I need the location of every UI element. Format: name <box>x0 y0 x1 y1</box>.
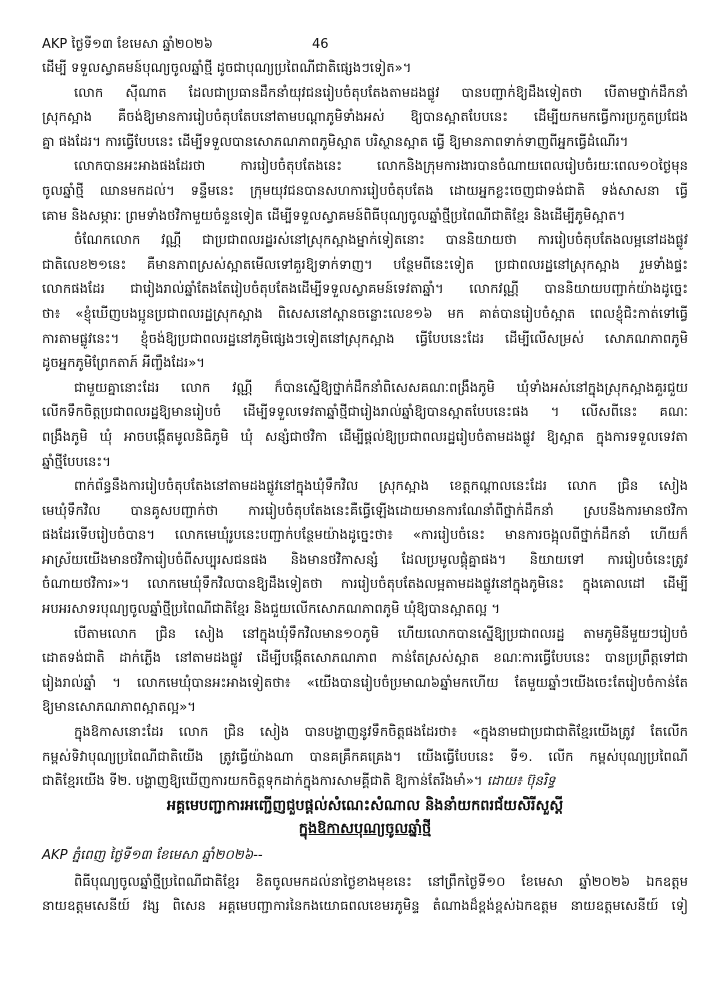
paragraph-line: ដើម្បី ទទួលស្វាគមន៍បុណ្យចូលឆ្នាំថ្មី ដូចជាបុណ្យប្រពៃណីជាតិផ្សេងៗទៀត»។ <box>42 61 412 76</box>
paragraph-line: ពង្រឹងភូមិ ឃុំ អាចបង្កើតមូលនិធិភូមិ ឃុំ សន្សំជាថវិកា ដើម្បីផ្តល់ឱ្យប្រជាពលរដ្ឋរៀបចំតាមដងផ្លូវ ឱ្យស្អាត ក្នុងការទទួលទេវតា <box>42 429 688 445</box>
paragraph <box>42 229 688 377</box>
paragraph-line: ជាតិខ្មែរយើង ទី២. បង្ហាញឱ្យឃើញការយកចិត្តទុកដាក់ក្នុងការសាមគ្គីជាតិ ឱ្យកាន់តែរឹងមាំ»។ ដោយ៖ ប៊ុនរិទ្ធ <box>42 774 556 790</box>
paragraph <box>42 475 688 623</box>
paragraph <box>42 82 688 156</box>
paragraph-line: លោកផងដែរ ជារៀងរាល់ឆ្នាំតែងតែរៀបចំតុបតែងដើម្បីទទួលស្វាគមន៍ទេវតាឆ្នាំ។ លោកវណ្ណី បាននិយាយបញ្ជាក់យ៉ាងដូច្នេះ <box>42 282 688 298</box>
paragraph-line: គ្នា ផងដែរ។ ការធ្វើបែបនេះ ដើម្បីទទួលបានសោភណភាពភូមិស្អាត បរិស្ថានស្អាត ធ្វើ ឱ្យមានភាពទាក់ទាញពីអ្នកធ្វើដំណើរ។ <box>42 134 629 150</box>
paragraph-line: អបអរសាទរបុណ្យចូលឆ្នាំថ្មីប្រពៃណីជាតិខ្មែរ និងជួយលើកសោភណភាពភូមិ ឃុំឱ្យបានស្អាតល្អ ។ <box>42 602 501 618</box>
paragraph-line: ចូលឆ្នាំថ្មី ឈានមកដល់។ ទន្ទឹមនេះ ក្រុមយុវជនបានសហការរៀបចំតុបតែង ដោយអ្នកខ្លះចេញជាទង់ជាតិ ទង់សាសនា ធ្វើ <box>42 183 688 199</box>
paragraph-line: លោក ស៊ីណាត ដែលជាប្រធានដឹកនាំយុវជនរៀបចំតុបតែងតាមដងផ្លូវ បានបញ្ជាក់ឱ្យដឹងទៀតថា បើតាមថ្នាក់ដឹកនាំ <box>74 85 688 101</box>
page-number: 46 <box>312 37 329 52</box>
paragraph-line: ឆ្នាំថ្មីបែបនេះ។ <box>42 454 111 470</box>
paragraph-line: ផងដែរទើបរៀបចំបាន។ លោកមេឃុំរូបនេះបញ្ជាក់បន្ថែមយ៉ាងដូច្នេះថា៖ «ការរៀបចំនេះ មានការចង្អុលពីថ្នាក់ដឹកនាំ ហើយក៏ <box>42 528 688 544</box>
paragraph-line: គោម និងសម្ភារៈ ព្រមទាំងថវិកាមួយចំនួនទៀត ដើម្បីទទួលស្វាគមន៍ពិធីបុណ្យចូលឆ្នាំថ្មីប្រពៃណីជាតិខ្មែរ និងដើម្បីភូមិស្អាត។ <box>42 208 626 224</box>
paragraph-line: មេឃុំទឹកវិល បានគូសបញ្ជាក់ថា ការរៀបចំតុបតែងនេះគឺធ្វើឡើងដោយមានការណែនាំពីថ្នាក់ដឹកនាំ ស្របនឹងការមានថវិកា <box>42 503 688 519</box>
paragraph-line: ជាមួយគ្នានោះដែរ លោក វណ្ណី ក៏បានស្នើឱ្យថ្នាក់ដឹកនាំពិសេសគណៈពង្រឹងភូមិ ឃុំទាំងអស់នៅក្នុងស្រុកស្អាងគួរជួយ <box>74 380 688 396</box>
paragraph-line: ថា៖ «ខ្ញុំឃើញបងប្អូនប្រជាពលរដ្ឋស្រុកស្អាង ពិសេសនៅស្ពានចន្លោះលេខ១៦ មក គាត់បានរៀបចំស្អាត ពេលខ្ញុំជិះកាត់ទៅធ្វើ <box>42 306 688 322</box>
paragraph-line: រៀងរាល់ឆ្នាំ ។ លោកមេឃុំបានអះអាងទៀតថា៖ «យើងបានរៀបចំប្រមាណ៦ឆ្នាំមកហើយ តែមួយឆ្នាំៗយើងចេះតែរៀបចំកាន់តែ <box>42 675 688 691</box>
article-title-line-1: អគ្គមេបញ្ជាការអញ្ជើញជួបផ្តល់សំណេះសំណាល និងនាំយកពរជ័យសិរីសួស្តី <box>166 797 564 814</box>
article-body <box>42 57 688 795</box>
paragraph-line: ជាតិលេខ២១នេះ គឺមានភាពស្រស់ស្អាតមើលទៅគួរឱ្យទាក់ទាញ។ បន្ថែមពីនេះទៀត ប្រជាពលរដ្ឋនៅស្រុកស្អាង រួមទាំងផ្ទះ <box>42 257 688 273</box>
paragraph-line: ពាក់ព័ន្ធនឹងការរៀបចំតុបតែងនៅតាមដងផ្លូវនៅក្នុងឃុំទឹកវិល ស្រុកស្អាង ខេត្តកណ្តាលនេះដែរ លោក ជ្រិន សៀង <box>74 479 688 495</box>
paragraph-line: លោកបានអះអាងផងដែរថា ការរៀបចំតុបតែងនេះ លោកនិងក្រុមការងារបានចំណាយពេលរៀបចំរយៈពេល១០ថ្ងៃមុន <box>74 159 688 175</box>
paragraph-line: ពិធីបុណ្យចូលឆ្នាំថ្មីប្រពៃណីជាតិខ្មែរ ខិតចូលមកដល់នាថ្ងៃខាងមុខនេះ នៅព្រឹកថ្ងៃទី១០ ខែមេសា ឆ្នាំ២០២៦ ឯកឧត្តម <box>74 874 688 890</box>
paragraph-line: ចំណែកលោក វណ្ណី ជាប្រជាពលរដ្ឋរស់នៅស្រុកស្អាងម្នាក់ទៀតនោះ បាននិយាយថា ការរៀបចំតុបតែងលម្អនៅដងផ្លូវ <box>74 233 688 249</box>
paragraph-line: កម្ពស់ទិវាបុណ្យប្រពៃណីជាតិយើង ត្រូវធ្វើយ៉ាងណា បានគគ្រឹកគគ្រេង។ យើងធ្វើបែបនេះ ទី១. លើក កម្ពស់បុណ្យប្រពៃណី <box>42 749 688 765</box>
paragraph-line: អាស្រ័យយើងមានថវិការៀបចំពីសប្បុរសជនផង និងមានថវិកាសន្សំ ដែលប្រមូលផ្តុំគ្នាផង។ និយាយទៅ ការរៀបចំនេះត្រូវ <box>42 552 688 568</box>
paragraph-line: ស្រុកស្អាង គឺចង់ឱ្យមានការរៀបចំតុបតែបនៅតាមបណ្តាភូមិទាំងអស់ ឱ្យបានស្អាតបែបនេះ ដើម្បីយកមកធ្វើការប្រកួតប្រជែង <box>42 110 688 126</box>
header-agency-date: AKP ថ្ងៃទី១៣ ខែមេសា ឆ្នាំ២០២៦ <box>42 37 213 52</box>
page-header <box>42 33 688 57</box>
paragraph-line: ដោតទង់ជាតិ ដាក់ភ្លើង នៅតាមដងផ្លូវ ដើម្បីបង្កើតសោភណភាព កាន់តែស្រស់ស្អាត ខណៈការធ្វើបែបនេះ បានប្រព្រឹត្តទៅជា <box>42 651 688 667</box>
paragraph <box>42 623 688 721</box>
paragraph-line: ក្នុងឱកាសនោះដែរ លោក ជ្រិន សៀង បានបង្ហាញនូវទឹកចិត្តផងដែរថា៖ «ក្នុងនាមជាប្រជាជាតិខ្មែរយើងត្រូវ តែលើក <box>74 725 688 741</box>
byline: ដោយ៖ ប៊ុនរិទ្ធ <box>486 774 556 790</box>
paragraph-line: នាយឧត្តមសេនីយ៍ វង្ស ពិសេន អគ្គមេបញ្ជាការនៃកងយោធពលខេមរភូមិន្ទ តំណាងដ៏ខ្ពង់ខ្ពស់ឯកឧត្តម នាយឧត្តមសេនីយ៍ ទៀ <box>42 899 688 915</box>
paragraph-line: បើតាមលោក ជ្រិន សៀង នៅក្នុងឃុំទឹកវិលមាន១០ភូមិ ហើយលោកបានស្នើឱ្យប្រជាពលរដ្ឋ តាមភូមិនីមួយៗរៀបចំ <box>74 626 688 642</box>
article-dateline: AKP ភ្នំពេញ ថ្ងៃទី១៣ ខែមេសា ឆ្នាំ២០២៦-- <box>42 847 263 863</box>
document-page <box>42 33 688 920</box>
paragraph <box>42 57 688 82</box>
paragraph-line: លើកទឹកចិត្តប្រជាពលរដ្ឋឱ្យមានរៀបចំ ដើម្បីទទួលទេវតាឆ្នាំថ្មីជារៀងរាល់ឆ្នាំឱ្យបានស្អាតបែបនេះផង ។ លើសពីនេះ គណៈ <box>42 405 688 421</box>
paragraph <box>42 155 688 229</box>
paragraph-line: ការតាមផ្លូវនេះ។ ខ្ញុំចង់ឱ្យប្រជាពលរដ្ឋនៅភូមិផ្សេងៗទៀតនៅស្រុកស្អាង ធ្វើបែបនេះដែរ ដើម្បីលើសម្រស់ សោភណភាពភូមិ <box>42 331 688 347</box>
article-title-line-2: ក្នុងឱកាសបុណ្យចូលឆ្នាំថ្មី <box>298 820 432 837</box>
paragraph-line: ចំណាយថវិការ»។ លោកមេឃុំទឹកវិលបានឱ្យដឹងទៀតថា ការរៀបចំតុបតែងលម្អតាមដងផ្លូវនៅក្នុងភូមិនេះ ក្នុងគោលដៅ ដើម្បី <box>42 577 688 593</box>
paragraph <box>42 377 688 475</box>
paragraph <box>42 721 688 795</box>
paragraph-line: ដូចអ្នកភូមិព្រែកតាភ៍ អីញ្ចឹងដែរ»។ <box>42 356 206 372</box>
paragraph-line: ឱ្យមានសោភណភាពស្អាតល្អ»។ <box>42 700 196 716</box>
